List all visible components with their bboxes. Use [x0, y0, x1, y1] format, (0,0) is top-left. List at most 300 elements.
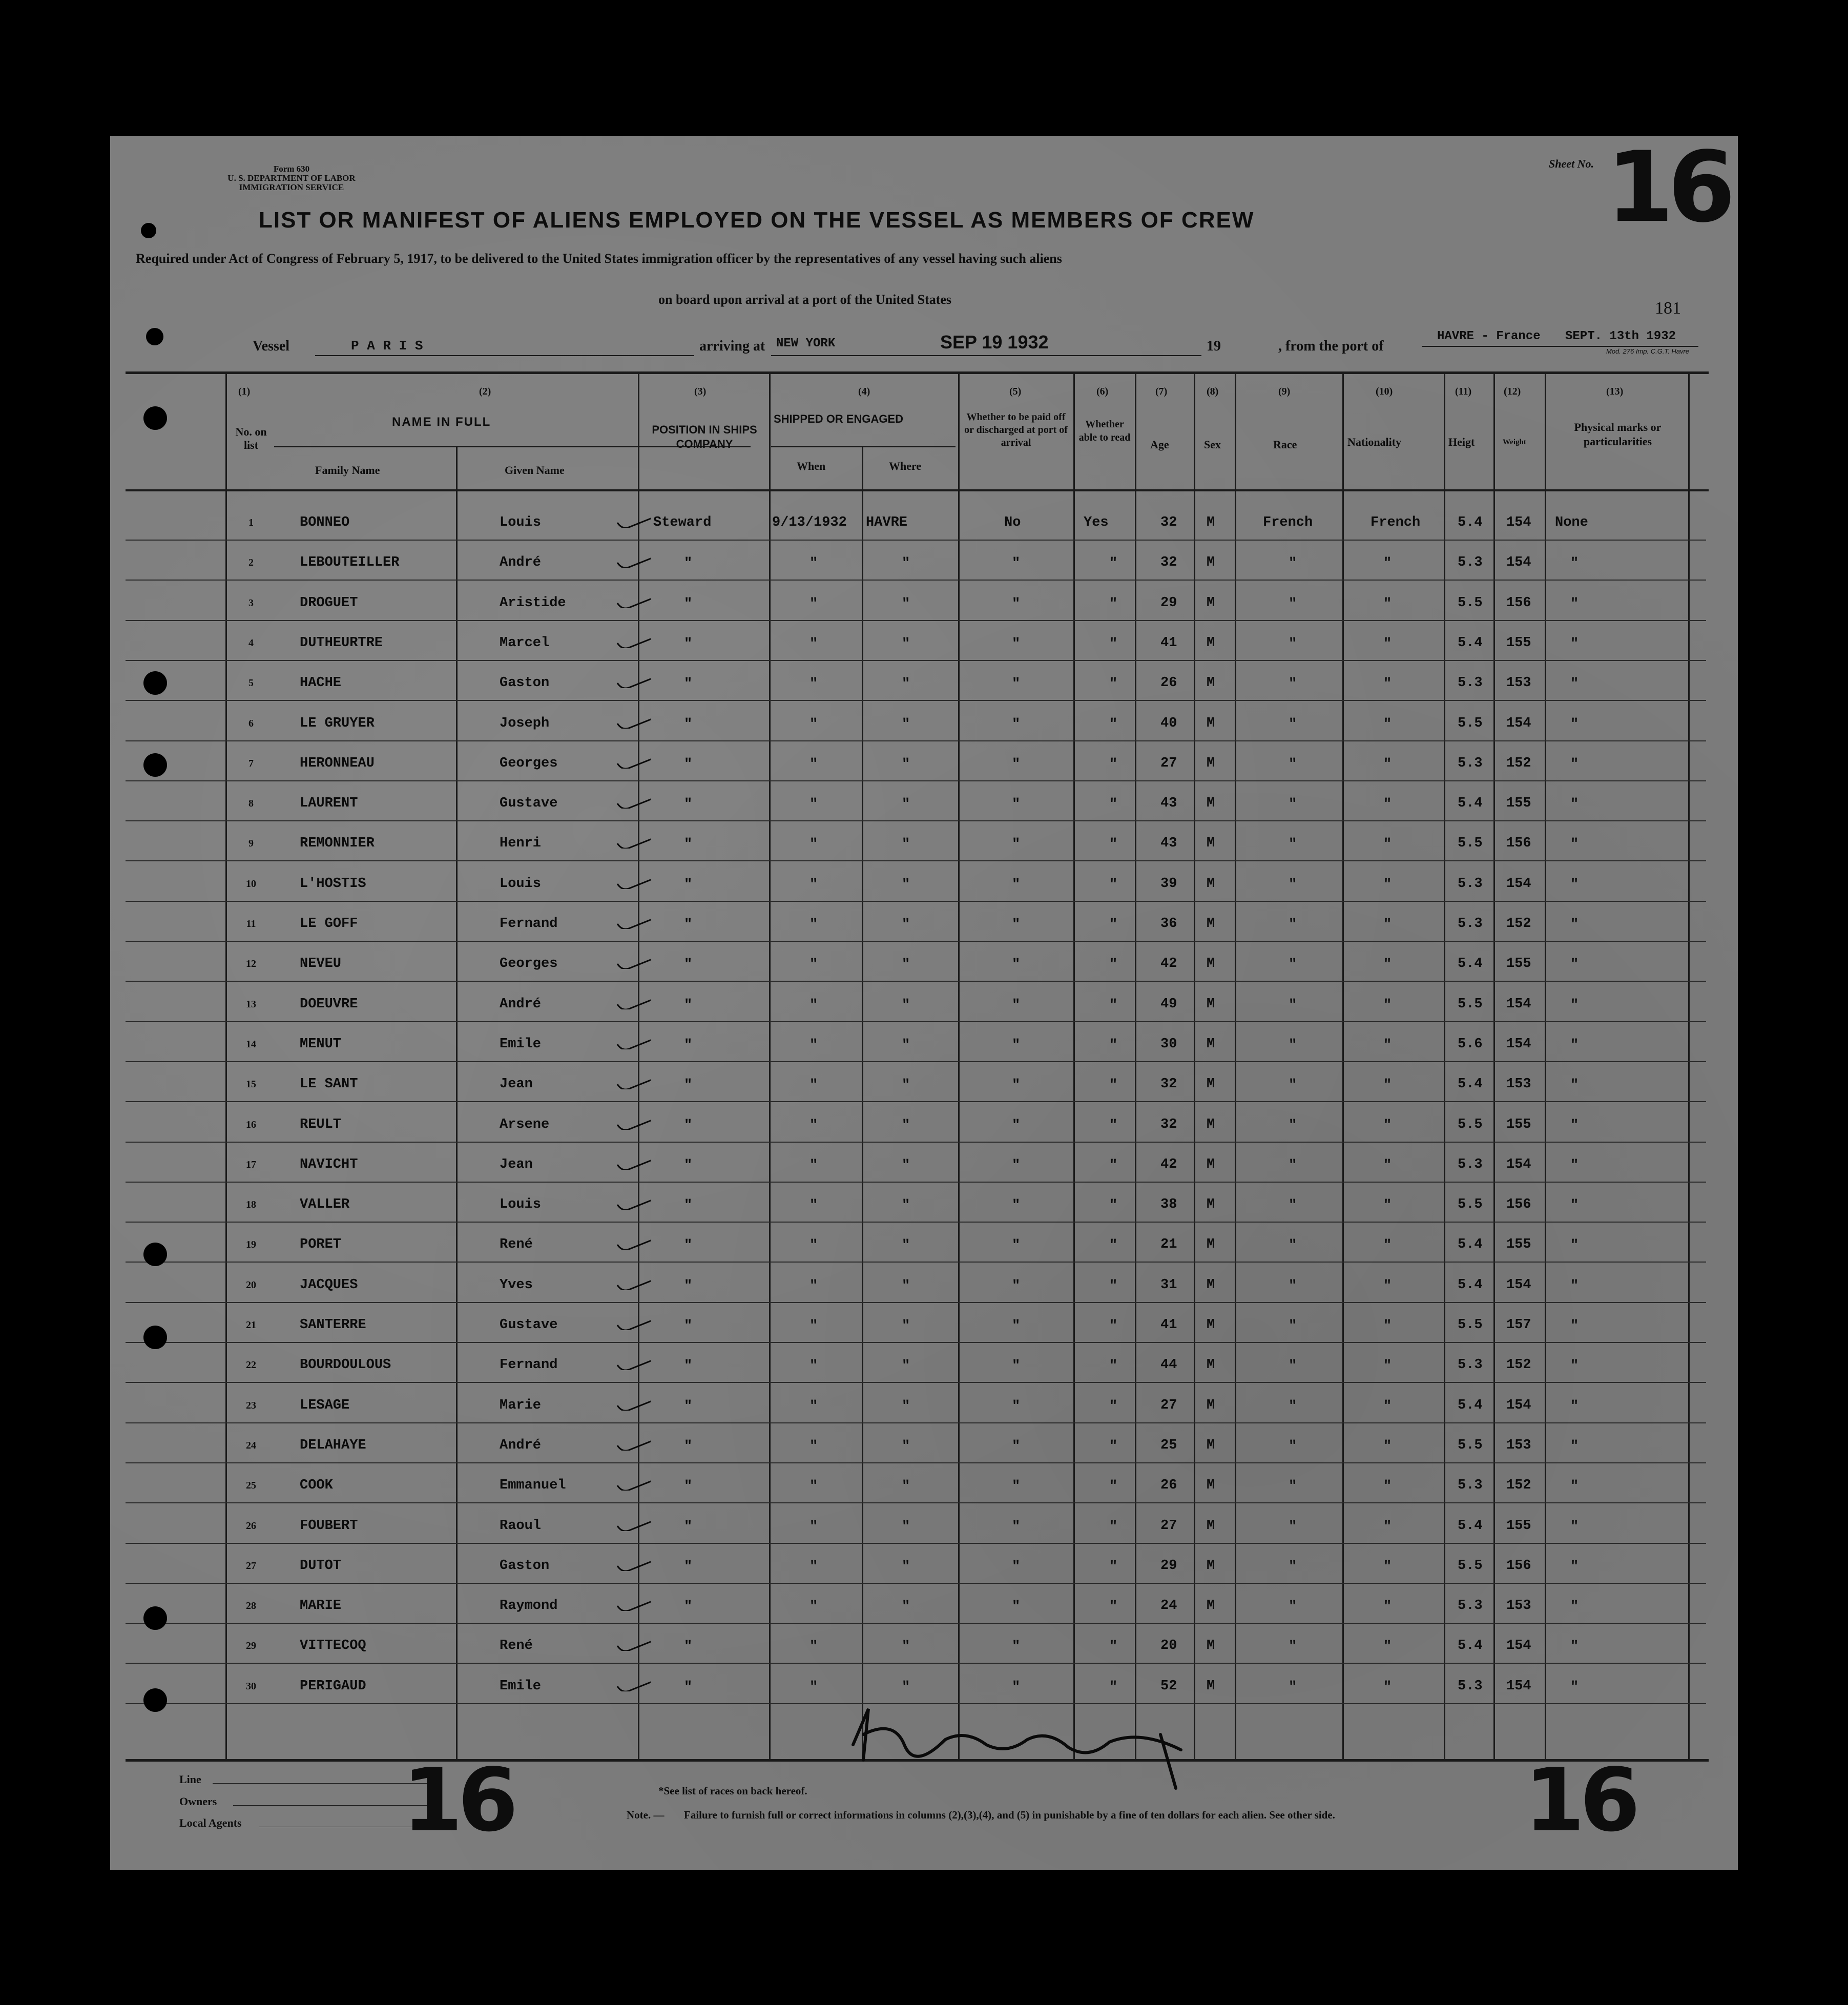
family-name: NEVEU	[300, 956, 342, 972]
physical-marks-ditto: "	[1570, 837, 1579, 853]
race-ditto: "	[1289, 1037, 1297, 1053]
sex: M	[1207, 1478, 1215, 1494]
weight: 154	[1506, 1156, 1531, 1172]
position-ditto: "	[684, 917, 693, 933]
check-mark	[615, 507, 651, 528]
position-ditto: "	[684, 1157, 693, 1173]
position-ditto: "	[684, 636, 693, 652]
sex: M	[1207, 555, 1215, 571]
age: 27	[1160, 1518, 1177, 1534]
shipped-where-ditto: "	[902, 636, 910, 652]
given-name: Marcel	[500, 635, 550, 651]
punch-hole	[143, 671, 167, 695]
age: 32	[1160, 515, 1177, 530]
given-name: Gustave	[500, 1317, 558, 1333]
race-ditto: "	[1289, 797, 1297, 813]
shipped-where-ditto: "	[902, 1318, 910, 1334]
height: 5.5	[1458, 1317, 1483, 1333]
shipped-when: 9/13/1932	[772, 515, 847, 530]
able-to-read-ditto: "	[1109, 716, 1118, 732]
height: 5.3	[1458, 876, 1483, 892]
col-divider	[456, 446, 458, 1760]
shipped-when-ditto: "	[809, 1639, 818, 1655]
check-mark	[615, 1390, 651, 1411]
shipped-where-ditto: "	[902, 877, 910, 893]
physical-marks-ditto: "	[1570, 1639, 1579, 1655]
weight: 152	[1506, 1478, 1531, 1494]
col5-number: (5)	[1009, 386, 1022, 397]
paid-off-ditto: "	[1012, 1479, 1021, 1495]
able-to-read-ditto: "	[1109, 1078, 1118, 1093]
row-number: 14	[246, 1038, 256, 1050]
able-to-read-ditto: "	[1109, 1438, 1118, 1454]
position-ditto: "	[684, 837, 693, 853]
nationality-ditto: "	[1383, 556, 1392, 572]
physical-marks-ditto: "	[1570, 1519, 1579, 1535]
service: IMMIGRATION SERVICE	[239, 182, 344, 192]
position-ditto: "	[684, 997, 693, 1013]
col6-header: Whether able to read	[1078, 419, 1131, 443]
weight: 156	[1506, 836, 1531, 852]
age: 30	[1160, 1036, 1177, 1052]
shipped-where: HAVRE	[866, 515, 908, 530]
shipped-subheader-line	[771, 446, 956, 447]
row-rule	[126, 901, 1706, 902]
race-ditto: "	[1289, 1078, 1297, 1093]
given-name: Gustave	[500, 796, 558, 812]
able-to-read-ditto: "	[1109, 1037, 1118, 1053]
race-ditto: "	[1289, 1157, 1297, 1173]
physical-marks-ditto: "	[1570, 1679, 1579, 1695]
position-ditto: "	[684, 1238, 693, 1254]
race-ditto: "	[1289, 1318, 1297, 1334]
col8-header: Sex	[1204, 438, 1221, 451]
check-mark	[615, 1551, 651, 1571]
age: 40	[1160, 715, 1177, 731]
age: 20	[1160, 1638, 1177, 1654]
weight: 155	[1506, 1117, 1531, 1132]
sex: M	[1207, 1277, 1215, 1293]
vessel-label: Vessel	[253, 338, 290, 354]
paid-off-ditto: "	[1012, 756, 1021, 772]
shipped-where-ditto: "	[902, 1078, 910, 1093]
form-id	[225, 164, 358, 192]
race-ditto: "	[1289, 1278, 1297, 1294]
able-to-read-ditto: "	[1109, 756, 1118, 772]
height: 5.3	[1458, 1357, 1483, 1373]
weight: 156	[1506, 1558, 1531, 1574]
physical-marks-ditto: "	[1570, 1238, 1579, 1254]
row-number: 23	[246, 1399, 256, 1411]
given-name: Emile	[500, 1678, 542, 1694]
signature	[833, 1699, 1201, 1796]
able-to-read-ditto: "	[1109, 1238, 1118, 1254]
race-ditto: "	[1289, 877, 1297, 893]
race-ditto: "	[1289, 1559, 1297, 1575]
given-name: Georges	[500, 956, 558, 972]
nationality-ditto: "	[1383, 1639, 1392, 1655]
family-name: LE GOFF	[300, 916, 358, 932]
nationality-ditto: "	[1383, 1679, 1392, 1695]
given-name: Emile	[500, 1036, 542, 1052]
punch-hole	[143, 753, 167, 777]
physical-marks-ditto: "	[1570, 957, 1579, 973]
weight: 153	[1506, 1598, 1531, 1614]
shipped-where-ditto: "	[902, 957, 910, 973]
row-number: 2	[248, 557, 254, 569]
check-mark	[615, 1350, 651, 1370]
race-ditto: "	[1289, 756, 1297, 772]
given-name: Fernand	[500, 1357, 558, 1373]
row-rule	[126, 1663, 1706, 1664]
nationality-ditto: "	[1383, 1358, 1392, 1374]
shipped-where-ditto: "	[902, 756, 910, 772]
sex: M	[1207, 755, 1215, 771]
row-number: 22	[246, 1359, 256, 1371]
subtitle-line-1: Required under Act of Congress of February 5, 1917, to be delivered to the United States immigration officer by the representatives of any vessel having such aliens	[136, 251, 1062, 266]
printer-note: Mod. 276 Imp. C.G.T. Havre	[1606, 347, 1690, 355]
height: 5.4	[1458, 515, 1483, 530]
able-to-read-ditto: "	[1109, 1157, 1118, 1173]
col9-number: (9)	[1278, 386, 1291, 397]
nationality-ditto: "	[1383, 917, 1392, 933]
position-ditto: "	[684, 1438, 693, 1454]
arriving-underline	[771, 355, 1201, 356]
nationality-ditto: "	[1383, 596, 1392, 612]
age: 27	[1160, 755, 1177, 771]
height: 5.4	[1458, 1518, 1483, 1534]
row-number: 18	[246, 1199, 256, 1211]
family-name: DOEUVRE	[300, 996, 358, 1012]
weight: 155	[1506, 635, 1531, 651]
paid-off-ditto: "	[1012, 1438, 1021, 1454]
shipped-when-ditto: "	[809, 837, 818, 853]
weight: 154	[1506, 715, 1531, 731]
family-name: VALLER	[300, 1197, 350, 1213]
age: 29	[1160, 1558, 1177, 1574]
able-to-read-ditto: "	[1109, 917, 1118, 933]
age: 42	[1160, 1156, 1177, 1172]
able-to-read-ditto: "	[1109, 1479, 1118, 1495]
paid-off-ditto: "	[1012, 1358, 1021, 1374]
given-name: René	[500, 1638, 533, 1654]
able-to-read-ditto: "	[1109, 1318, 1118, 1334]
race-ditto: "	[1289, 1519, 1297, 1535]
row-rule	[126, 1422, 1706, 1423]
check-mark	[615, 1109, 651, 1130]
weight: 154	[1506, 996, 1531, 1012]
row-rule	[126, 1021, 1706, 1022]
sex: M	[1207, 1117, 1215, 1132]
race-ditto: "	[1289, 636, 1297, 652]
given-name: André	[500, 1437, 542, 1453]
age: 32	[1160, 1077, 1177, 1092]
weight: 155	[1506, 1237, 1531, 1253]
family-name: COOK	[300, 1478, 333, 1494]
position-ditto: "	[684, 596, 693, 612]
height: 5.4	[1458, 1077, 1483, 1092]
physical-marks-ditto: "	[1570, 877, 1579, 893]
height: 5.3	[1458, 1598, 1483, 1614]
paid-off-ditto: "	[1012, 556, 1021, 572]
weight: 152	[1506, 755, 1531, 771]
given-name: Fernand	[500, 916, 558, 932]
nationality-ditto: "	[1383, 1398, 1392, 1414]
family-name: LE GRUYER	[300, 715, 375, 731]
family-name: DELAHAYE	[300, 1437, 366, 1453]
check-mark	[615, 1671, 651, 1691]
row-number: 3	[248, 597, 254, 609]
position-ditto: "	[684, 1479, 693, 1495]
position-ditto: "	[684, 877, 693, 893]
col7-header: Age	[1150, 438, 1169, 451]
row-number: 16	[246, 1119, 256, 1130]
sheet-label: Sheet No.	[1549, 157, 1594, 170]
weight: 154	[1506, 1397, 1531, 1413]
check-mark	[615, 668, 651, 688]
check-mark	[615, 588, 651, 608]
able-to-read-ditto: "	[1109, 1198, 1118, 1214]
family-name: REMONNIER	[300, 836, 375, 852]
col10-header: Nationality	[1347, 436, 1402, 448]
weight: 154	[1506, 1277, 1531, 1293]
sex: M	[1207, 1638, 1215, 1654]
arriving-label: arriving at	[699, 338, 765, 354]
col13-header: Physical marks or particularities	[1574, 421, 1662, 448]
shipped-where-ditto: "	[902, 797, 910, 813]
race-ditto: "	[1289, 556, 1297, 572]
col4-where-header: Where	[889, 460, 922, 472]
race-ditto: "	[1289, 1198, 1297, 1214]
shipped-when-ditto: "	[809, 1599, 818, 1615]
family-name: PERIGAUD	[300, 1678, 366, 1694]
table-top-border	[126, 371, 1709, 374]
penalty-note: Failure to furnish full or correct informations in columns (2),(3),(4), and (5) in punishable by a fine of ten dollars for each alien. See other side.	[684, 1809, 1335, 1821]
col13-number: (13)	[1606, 386, 1624, 397]
physical-marks-ditto: "	[1570, 1358, 1579, 1374]
height: 5.3	[1458, 916, 1483, 932]
height: 5.5	[1458, 836, 1483, 852]
col2-header: NAME IN FULL	[392, 415, 491, 429]
row-number: 8	[248, 798, 254, 810]
race-ditto: "	[1289, 1398, 1297, 1414]
family-name: HACHE	[300, 675, 342, 691]
sex: M	[1207, 1357, 1215, 1373]
race-ditto: "	[1289, 917, 1297, 933]
paid-off-ditto: "	[1012, 1519, 1021, 1535]
height: 5.3	[1458, 675, 1483, 691]
able-to-read-ditto: "	[1109, 1679, 1118, 1695]
given-name: René	[500, 1237, 533, 1253]
family-name: LEBOUTEILLER	[300, 555, 400, 571]
sex: M	[1207, 1518, 1215, 1534]
left-sheet-number: 16	[402, 1750, 513, 1851]
height: 5.3	[1458, 1156, 1483, 1172]
height: 5.4	[1458, 1397, 1483, 1413]
given-name: Jean	[500, 1156, 533, 1172]
weight: 156	[1506, 595, 1531, 611]
check-mark	[615, 1590, 651, 1611]
physical-marks-ditto: "	[1570, 716, 1579, 732]
weight: 155	[1506, 956, 1531, 972]
row-rule	[126, 740, 1706, 741]
paid-off-ditto: "	[1012, 676, 1021, 692]
shipped-where-ditto: "	[902, 997, 910, 1013]
row-number: 29	[246, 1640, 256, 1652]
race-ditto: "	[1289, 716, 1297, 732]
height: 5.4	[1458, 1237, 1483, 1253]
col4-number: (4)	[858, 386, 870, 397]
nationality-ditto: "	[1383, 957, 1392, 973]
row-rule	[126, 1302, 1706, 1303]
sex: M	[1207, 836, 1215, 852]
sex: M	[1207, 715, 1215, 731]
age: 24	[1160, 1598, 1177, 1614]
row-number: 4	[248, 637, 254, 649]
shipped-when-ditto: "	[809, 1519, 818, 1535]
height: 5.5	[1458, 1558, 1483, 1574]
check-mark	[615, 748, 651, 769]
row-number: 6	[248, 717, 254, 729]
given-name: Louis	[500, 876, 542, 892]
paid-off: No	[1004, 515, 1021, 530]
check-mark	[615, 989, 651, 1009]
race-ditto: "	[1289, 676, 1297, 692]
physical-marks-ditto: "	[1570, 636, 1579, 652]
nationality-ditto: "	[1383, 1438, 1392, 1454]
race-ditto: "	[1289, 837, 1297, 853]
note-label: Note. —	[627, 1809, 665, 1821]
able-to-read-ditto: "	[1109, 837, 1118, 853]
page-title: LIST OR MANIFEST OF ALIENS EMPLOYED ON THE VESSEL AS MEMBERS OF CREW	[259, 208, 1255, 233]
physical-marks: None	[1555, 515, 1588, 530]
row-rule	[126, 580, 1706, 581]
shipped-where-ditto: "	[902, 1519, 910, 1535]
height: 5.5	[1458, 595, 1483, 611]
age: 31	[1160, 1277, 1177, 1293]
age: 43	[1160, 796, 1177, 812]
line-label: Line	[179, 1773, 201, 1786]
shipped-where-ditto: "	[902, 1599, 910, 1615]
family-name: DUTOT	[300, 1558, 342, 1574]
department: U. S. DEPARTMENT OF LABOR	[227, 173, 356, 183]
paid-off-ditto: "	[1012, 837, 1021, 853]
position-ditto: "	[684, 1278, 693, 1294]
physical-marks-ditto: "	[1570, 756, 1579, 772]
check-mark	[615, 1430, 651, 1451]
physical-marks-ditto: "	[1570, 556, 1579, 572]
weight: 154	[1506, 555, 1531, 571]
physical-marks-ditto: "	[1570, 1318, 1579, 1334]
height: 5.5	[1458, 1117, 1483, 1132]
race-ditto: "	[1289, 1438, 1297, 1454]
nationality: French	[1371, 515, 1421, 530]
form-number: Form 630	[273, 164, 310, 174]
physical-marks-ditto: "	[1570, 997, 1579, 1013]
physical-marks-ditto: "	[1570, 1118, 1579, 1133]
weight: 154	[1506, 876, 1531, 892]
sex: M	[1207, 1558, 1215, 1574]
weight: 155	[1506, 796, 1531, 812]
able-to-read-ditto: "	[1109, 877, 1118, 893]
height: 5.4	[1458, 796, 1483, 812]
able-to-read-ditto: "	[1109, 676, 1118, 692]
nationality-ditto: "	[1383, 997, 1392, 1013]
given-name: Jean	[500, 1077, 533, 1092]
sex: M	[1207, 1077, 1215, 1092]
check-mark	[615, 828, 651, 849]
shipped-when-ditto: "	[809, 1479, 818, 1495]
sex: M	[1207, 1598, 1215, 1614]
row-number: 10	[246, 878, 256, 890]
arriving-port: NEW YORK	[776, 337, 836, 350]
vessel-name: P A R I S	[351, 338, 423, 354]
col4-header: SHIPPED OR ENGAGED	[774, 412, 904, 425]
col11-header: Heigt	[1448, 436, 1475, 448]
row-number: 20	[246, 1279, 256, 1291]
row-rule	[126, 1222, 1706, 1223]
punch-hole	[141, 223, 156, 238]
position-ditto: "	[684, 797, 693, 813]
family-name: BONNEO	[300, 515, 350, 530]
nationality-ditto: "	[1383, 1157, 1392, 1173]
family-name: PORET	[300, 1237, 342, 1253]
row-rule	[126, 1623, 1706, 1624]
sail-date: SEPT. 13th 1932	[1565, 329, 1676, 343]
paid-off-ditto: "	[1012, 1198, 1021, 1214]
shipped-when-ditto: "	[809, 1358, 818, 1374]
family-name: SANTERRE	[300, 1317, 366, 1333]
sex: M	[1207, 996, 1215, 1012]
nationality-ditto: "	[1383, 837, 1392, 853]
physical-marks-ditto: "	[1570, 917, 1579, 933]
age: 38	[1160, 1197, 1177, 1213]
col6-number: (6)	[1096, 386, 1109, 397]
shipped-when-ditto: "	[809, 1037, 818, 1053]
race-ditto: "	[1289, 596, 1297, 612]
race-ditto: "	[1289, 957, 1297, 973]
given-name: Arsene	[500, 1117, 550, 1132]
position-ditto: "	[684, 1599, 693, 1615]
weight: 154	[1506, 1678, 1531, 1694]
physical-marks-ditto: "	[1570, 1559, 1579, 1575]
height: 5.3	[1458, 1478, 1483, 1494]
position-ditto: "	[684, 716, 693, 732]
row-rule	[126, 540, 1706, 541]
row-rule	[126, 1182, 1706, 1183]
shipped-when-ditto: "	[809, 1559, 818, 1575]
punch-hole	[146, 328, 163, 345]
physical-marks-ditto: "	[1570, 1078, 1579, 1093]
shipped-where-ditto: "	[902, 1438, 910, 1454]
col7-number: (7)	[1155, 386, 1168, 397]
shipped-where-ditto: "	[902, 676, 910, 692]
age: 39	[1160, 876, 1177, 892]
col1-number: (1)	[238, 386, 251, 397]
nationality-ditto: "	[1383, 1519, 1392, 1535]
given-name: Emmanuel	[500, 1478, 566, 1494]
weight: 154	[1506, 1036, 1531, 1052]
family-name: L'HOSTIS	[300, 876, 366, 892]
row-number: 25	[246, 1480, 256, 1492]
nationality-ditto: "	[1383, 716, 1392, 732]
check-mark	[615, 1630, 651, 1651]
position-ditto: "	[684, 1078, 693, 1093]
race-ditto: "	[1289, 1679, 1297, 1695]
shipped-when-ditto: "	[809, 1157, 818, 1173]
able-to-read: Yes	[1084, 515, 1109, 530]
age: 26	[1160, 675, 1177, 691]
